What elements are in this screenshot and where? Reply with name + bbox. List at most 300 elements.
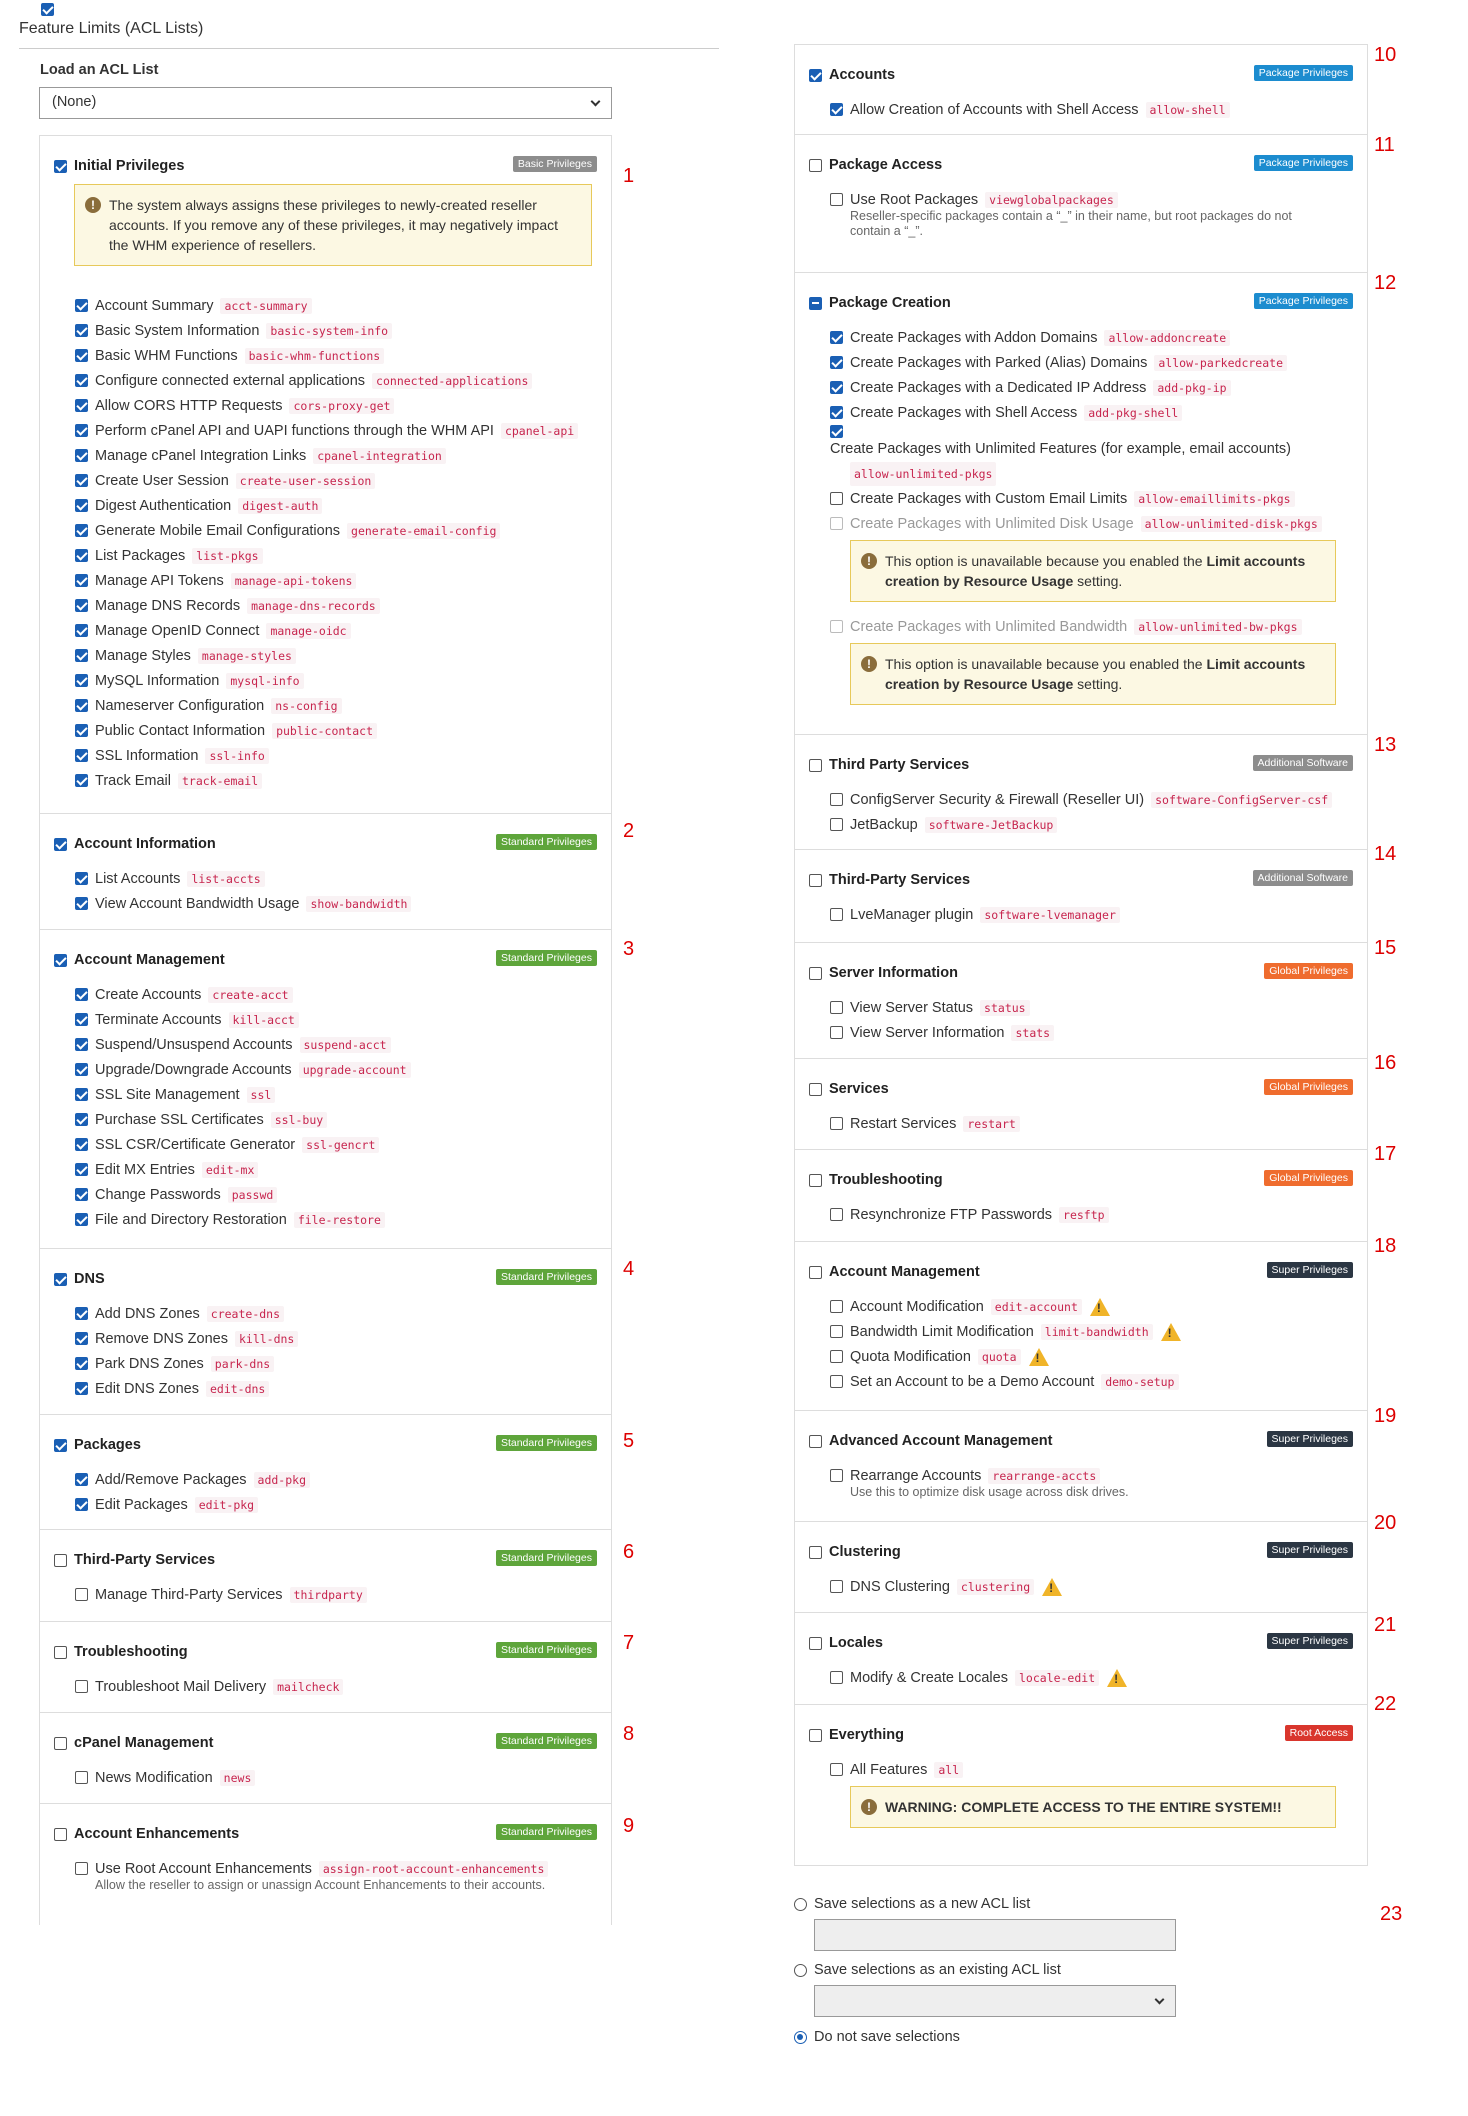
privilege-code: cors-proxy-get	[289, 398, 394, 414]
privilege-checkbox[interactable]	[75, 524, 88, 537]
section-title: Advanced Account Management	[829, 1433, 1053, 1449]
privilege-item-suspend-acct[interactable]	[75, 1032, 601, 1057]
privilege-section-account-management	[795, 1242, 1367, 1411]
section-header[interactable]	[809, 1172, 943, 1188]
privilege-list	[75, 1856, 601, 1893]
load-acl-label: Load an ACL List	[40, 62, 159, 78]
section-checkbox[interactable]	[809, 1729, 822, 1742]
privilege-item-kill-acct[interactable]	[75, 1007, 601, 1032]
privilege-code: restart	[963, 1116, 1019, 1132]
privilege-checkbox[interactable]	[830, 1117, 843, 1130]
privilege-checkbox[interactable]	[75, 399, 88, 412]
new-acl-name-input[interactable]	[814, 1919, 1176, 1951]
privilege-code: limit-bandwidth	[1041, 1324, 1153, 1340]
privilege-label: Create User Session	[95, 472, 229, 489]
privilege-checkbox[interactable]	[830, 1001, 843, 1014]
privilege-checkbox[interactable]	[75, 324, 88, 337]
privilege-checkbox[interactable]	[830, 425, 843, 438]
callout-number: 23	[1380, 1903, 1403, 1925]
privilege-item-cpanel-api[interactable]	[75, 418, 601, 443]
callout-number: 11	[1374, 134, 1395, 156]
privilege-item-passwd[interactable]	[75, 1182, 601, 1207]
section-header[interactable]	[54, 836, 216, 852]
privilege-item-list-pkgs[interactable]	[75, 543, 601, 568]
privilege-checkbox[interactable]	[75, 1588, 88, 1601]
privilege-item-edit-account[interactable]	[830, 1294, 1357, 1319]
privilege-checkbox[interactable]	[830, 1350, 843, 1363]
privilege-checkbox[interactable]	[830, 1208, 843, 1221]
unavailable-warning	[850, 643, 1336, 705]
section-header[interactable]	[54, 158, 184, 174]
privilege-item-limit-bandwidth[interactable]	[830, 1319, 1357, 1344]
section-title: Services	[829, 1081, 889, 1097]
privilege-code: acct-summary	[220, 298, 311, 314]
privilege-code: add-pkg-ip	[1153, 380, 1230, 396]
privilege-checkbox[interactable]	[830, 381, 843, 394]
privilege-checkbox[interactable]	[830, 1325, 843, 1338]
privilege-checkbox[interactable]	[830, 1026, 843, 1039]
privilege-checkbox[interactable]	[75, 599, 88, 612]
privilege-label: Create Packages with Unlimited Features (for example, email accounts)	[830, 441, 1291, 457]
section-header[interactable]	[809, 157, 942, 173]
privilege-checkbox[interactable]	[830, 793, 843, 806]
privilege-item-edit-pkg[interactable]	[75, 1492, 601, 1517]
privilege-label: SSL Site Management	[95, 1086, 240, 1103]
privilege-item-connected-applications[interactable]	[75, 368, 601, 393]
privilege-item-create-user-session[interactable]	[75, 468, 601, 493]
privilege-level-badge: Basic Privileges	[513, 156, 597, 172]
privilege-checkbox[interactable]	[75, 897, 88, 910]
privilege-item-allow-addoncreate[interactable]	[830, 325, 1357, 350]
load-acl-select[interactable]	[39, 87, 612, 119]
save-new-option[interactable]	[794, 1896, 1030, 1912]
privilege-item-public-contact[interactable]	[75, 718, 601, 743]
privilege-label: Account Modification	[850, 1298, 984, 1315]
root-access-warning	[850, 1786, 1336, 1828]
privilege-checkbox[interactable]	[75, 299, 88, 312]
privilege-checkbox[interactable]	[75, 624, 88, 637]
privilege-label: Public Contact Information	[95, 722, 266, 739]
privilege-label: Edit Packages	[95, 1496, 188, 1513]
privilege-label: Allow Creation of Accounts with Shell Access	[850, 101, 1139, 118]
privilege-label: Park DNS Zones	[95, 1355, 204, 1372]
privilege-label: SSL Information	[95, 747, 199, 764]
privilege-item-add-pkg[interactable]	[75, 1467, 601, 1492]
privilege-label: Account Summary	[95, 297, 214, 314]
privilege-code: create-user-session	[236, 473, 376, 489]
privilege-label: Remove DNS Zones	[95, 1330, 228, 1347]
section-title: Clustering	[829, 1544, 901, 1560]
privilege-item-ssl[interactable]	[75, 1082, 601, 1107]
privilege-item-software-configserver-csf[interactable]	[830, 787, 1357, 812]
section-checkbox[interactable]	[809, 297, 822, 310]
privilege-list	[830, 97, 1357, 122]
privilege-item-park-dns[interactable]	[75, 1351, 601, 1376]
privilege-checkbox[interactable]	[830, 103, 843, 116]
section-header[interactable]	[809, 295, 951, 311]
section-title: Server Information	[829, 965, 958, 981]
privilege-checkbox[interactable]	[75, 574, 88, 587]
privilege-checkbox[interactable]	[75, 349, 88, 362]
privilege-checkbox[interactable]	[75, 1138, 88, 1151]
privilege-item-stats[interactable]	[830, 1020, 1357, 1045]
privilege-level-badge: Standard Privileges	[496, 834, 597, 850]
privilege-item-edit-dns[interactable]	[75, 1376, 601, 1401]
save-new-radio[interactable]	[794, 1898, 807, 1911]
privilege-level-badge: Standard Privileges	[496, 1642, 597, 1658]
privilege-checkbox[interactable]	[830, 193, 843, 206]
save-existing-radio[interactable]	[794, 1964, 807, 1977]
section-header[interactable]	[809, 1635, 883, 1651]
callout-number: 20	[1374, 1512, 1397, 1534]
save-existing-option[interactable]	[794, 1962, 1061, 1978]
privilege-section-account-management	[40, 930, 611, 1249]
privilege-checkbox[interactable]	[830, 1300, 843, 1313]
privilege-level-badge: Super Privileges	[1267, 1431, 1353, 1447]
callout-number: 4	[623, 1258, 635, 1280]
section-header[interactable]	[54, 1271, 105, 1287]
privilege-checkbox[interactable]	[830, 818, 843, 831]
privilege-code: rearrange-accts	[988, 1468, 1100, 1484]
privilege-label: Digest Authentication	[95, 497, 232, 514]
privilege-item-allow-emaillimits-pkgs[interactable]	[830, 486, 1357, 511]
privilege-checkbox[interactable]	[75, 1680, 88, 1693]
privilege-item-show-bandwidth[interactable]	[75, 891, 601, 916]
privilege-section-troubleshooting	[795, 1150, 1367, 1242]
privilege-code: upgrade-account	[299, 1062, 411, 1078]
privilege-item-manage-styles[interactable]	[75, 643, 601, 668]
privilege-section-third-party-services	[795, 735, 1367, 850]
section-checkbox[interactable]	[809, 159, 822, 172]
section-checkbox[interactable]	[54, 1439, 67, 1452]
privilege-checkbox[interactable]	[75, 549, 88, 562]
feature-limits-checkbox[interactable]	[41, 3, 54, 16]
privilege-item-all[interactable]	[830, 1757, 1357, 1782]
section-checkbox[interactable]	[54, 954, 67, 967]
section-checkbox[interactable]	[809, 1174, 822, 1187]
privilege-item-mysql-info[interactable]	[75, 668, 601, 693]
privilege-code: locale-edit	[1015, 1670, 1099, 1686]
privilege-section-cpanel-management	[40, 1713, 611, 1804]
privilege-item-software-jetbackup[interactable]	[830, 812, 1357, 837]
privilege-item-allow-unlimited-pkgs[interactable]	[830, 425, 1310, 486]
section-checkbox[interactable]	[809, 874, 822, 887]
privilege-checkbox[interactable]	[75, 1163, 88, 1176]
privilege-item-status[interactable]	[830, 995, 1357, 1020]
privilege-label: Quota Modification	[850, 1348, 971, 1365]
section-checkbox[interactable]	[809, 1083, 822, 1096]
privilege-code: allow-unlimited-pkgs	[850, 462, 996, 486]
privilege-checkbox[interactable]	[75, 872, 88, 885]
section-checkbox[interactable]	[809, 69, 822, 82]
privilege-item-ssl-gencrt[interactable]	[75, 1132, 601, 1157]
section-header[interactable]	[54, 1826, 239, 1842]
privilege-label: Manage cPanel Integration Links	[95, 447, 307, 464]
privilege-level-badge: Global Privileges	[1264, 963, 1353, 979]
privilege-checkbox[interactable]	[75, 1498, 88, 1511]
callout-number: 2	[623, 820, 635, 842]
save-none-radio[interactable]	[794, 2031, 807, 2044]
section-header[interactable]	[54, 1437, 141, 1453]
privilege-checkbox[interactable]	[75, 1307, 88, 1320]
section-header[interactable]	[809, 1264, 980, 1280]
section-checkbox[interactable]	[54, 1646, 67, 1659]
callout-number: 12	[1374, 272, 1397, 294]
privilege-checkbox[interactable]	[830, 1469, 843, 1482]
privilege-checkbox[interactable]	[75, 1188, 88, 1201]
privilege-item-cpanel-integration[interactable]	[75, 443, 601, 468]
privilege-item-mailcheck[interactable]	[75, 1674, 601, 1699]
callout-number: 19	[1374, 1405, 1397, 1427]
title-divider	[19, 48, 719, 49]
privilege-item-clustering[interactable]	[830, 1574, 1357, 1599]
privilege-list	[75, 866, 601, 916]
privilege-item-acct-summary[interactable]	[75, 293, 601, 318]
section-checkbox[interactable]	[809, 759, 822, 772]
privilege-checkbox[interactable]	[75, 749, 88, 762]
privilege-checkbox[interactable]	[75, 1213, 88, 1226]
privilege-section-server-information	[795, 943, 1367, 1059]
privilege-label: Create Packages with a Dedicated IP Address	[850, 379, 1147, 396]
privilege-code: add-pkg-shell	[1084, 405, 1182, 421]
privilege-label: List Accounts	[95, 870, 181, 887]
privilege-section-account-enhancements	[40, 1804, 611, 1926]
privilege-item-locale-edit[interactable]	[830, 1665, 1357, 1690]
privilege-label: Use Root Packages	[850, 191, 979, 208]
privilege-checkbox[interactable]	[75, 374, 88, 387]
privilege-item-basic-whm-functions[interactable]	[75, 343, 601, 368]
section-header[interactable]	[809, 757, 969, 773]
privilege-checkbox[interactable]	[830, 908, 843, 921]
privilege-code: show-bandwidth	[306, 896, 411, 912]
privilege-label: News Modification	[95, 1769, 213, 1786]
privilege-label: View Server Status	[850, 999, 974, 1016]
privilege-list	[830, 787, 1357, 837]
privilege-item-ssl-info[interactable]	[75, 743, 601, 768]
privilege-code: manage-styles	[198, 648, 296, 664]
privilege-item-ssl-buy[interactable]	[75, 1107, 601, 1132]
section-checkbox[interactable]	[809, 1435, 822, 1448]
privilege-item-edit-mx[interactable]	[75, 1157, 601, 1182]
privilege-level-badge: Super Privileges	[1267, 1542, 1353, 1558]
privilege-item-add-pkg-shell[interactable]	[830, 400, 1357, 425]
privilege-checkbox[interactable]	[75, 988, 88, 1001]
privilege-section-third-party-services	[40, 1530, 611, 1622]
privilege-code: software-ConfigServer-csf	[1151, 792, 1332, 808]
privilege-checkbox[interactable]	[75, 1088, 88, 1101]
privilege-checkbox[interactable]	[75, 424, 88, 437]
privilege-item-kill-dns[interactable]	[75, 1326, 601, 1351]
section-header[interactable]	[809, 1433, 1052, 1449]
section-title: cPanel Management	[74, 1735, 214, 1751]
section-header[interactable]	[809, 67, 895, 83]
section-header[interactable]	[809, 1081, 889, 1097]
callout-number: 14	[1374, 843, 1397, 865]
privilege-checkbox[interactable]	[830, 1580, 843, 1593]
privilege-checkbox[interactable]	[75, 649, 88, 662]
unavailable-setting: Limit accounts creation by Resource Usage	[885, 553, 1306, 589]
section-checkbox[interactable]	[809, 1266, 822, 1279]
privilege-item-manage-oidc[interactable]	[75, 618, 601, 643]
section-checkbox[interactable]	[54, 838, 67, 851]
privilege-item-manage-dns-records[interactable]	[75, 593, 601, 618]
privilege-label: DNS Clustering	[850, 1578, 950, 1595]
privilege-item-upgrade-account[interactable]	[75, 1057, 601, 1082]
privilege-checkbox[interactable]	[75, 1332, 88, 1345]
section-checkbox[interactable]	[809, 1637, 822, 1650]
privilege-item-quota[interactable]	[830, 1344, 1357, 1369]
privilege-section-locales	[795, 1613, 1367, 1705]
privilege-checkbox[interactable]	[75, 699, 88, 712]
privilege-label: Purchase SSL Certificates	[95, 1111, 264, 1128]
privilege-checkbox[interactable]	[75, 1473, 88, 1486]
privilege-code: manage-oidc	[266, 623, 350, 639]
privilege-item-allow-shell[interactable]	[830, 97, 1357, 122]
privilege-code: kill-acct	[229, 1012, 299, 1028]
privilege-label: Perform cPanel API and UAPI functions through the WHM API	[95, 422, 494, 439]
section-checkbox[interactable]	[54, 1828, 67, 1841]
privilege-label: Create Packages with Unlimited Disk Usage	[850, 515, 1134, 532]
privilege-checkbox[interactable]	[75, 1382, 88, 1395]
privilege-checkbox[interactable]	[75, 674, 88, 687]
privilege-checkbox[interactable]	[830, 331, 843, 344]
section-header[interactable]	[54, 1644, 188, 1660]
section-title: Packages	[74, 1437, 141, 1453]
privilege-code: park-dns	[211, 1356, 274, 1372]
section-header[interactable]	[54, 952, 225, 968]
privilege-label: Basic WHM Functions	[95, 347, 238, 364]
privilege-label: ConfigServer Security & Firewall (Reseller UI)	[850, 791, 1145, 808]
privilege-item-restart[interactable]	[830, 1111, 1357, 1136]
privilege-code: assign-root-account-enhancements	[319, 1861, 549, 1877]
privilege-label: Troubleshoot Mail Delivery	[95, 1678, 267, 1695]
privilege-item-allow-unlimited-bw-pkgs[interactable]	[830, 614, 1357, 639]
section-title: Account Management	[74, 952, 225, 968]
privilege-code: allow-shell	[1146, 102, 1230, 118]
privilege-item-file-restore[interactable]	[75, 1207, 601, 1232]
privilege-label: File and Directory Restoration	[95, 1211, 287, 1228]
privilege-checkbox[interactable]	[830, 406, 843, 419]
privilege-label: Terminate Accounts	[95, 1011, 222, 1028]
privilege-item-create-dns[interactable]	[75, 1301, 601, 1326]
privilege-checkbox[interactable]	[75, 1063, 88, 1076]
privilege-label: Manage DNS Records	[95, 597, 241, 614]
privilege-code: allow-addoncreate	[1104, 330, 1230, 346]
privilege-code: file-restore	[294, 1212, 385, 1228]
privilege-code: track-email	[178, 773, 262, 789]
privilege-list	[830, 1294, 1357, 1394]
existing-acl-select[interactable]	[814, 1985, 1176, 2017]
privilege-list	[830, 1574, 1357, 1599]
privilege-checkbox[interactable]	[830, 1375, 843, 1388]
privilege-list	[75, 1467, 601, 1517]
privilege-checkbox[interactable]	[75, 474, 88, 487]
privilege-checkbox[interactable]	[830, 1671, 843, 1684]
section-title: Third-Party Services	[74, 1552, 216, 1568]
privilege-item-basic-system-info[interactable]	[75, 318, 601, 343]
privilege-item-generate-email-config[interactable]	[75, 518, 601, 543]
chevron-down-icon	[591, 97, 601, 107]
privilege-checkbox[interactable]	[75, 1357, 88, 1370]
section-checkbox[interactable]	[809, 1546, 822, 1559]
privilege-list	[75, 1301, 601, 1401]
privilege-item-thirdparty[interactable]	[75, 1582, 601, 1607]
privilege-item-allow-parkedcreate[interactable]	[830, 350, 1357, 375]
privilege-list	[830, 902, 1357, 927]
privilege-checkbox[interactable]	[75, 1862, 88, 1875]
callout-number: 21	[1374, 1614, 1397, 1636]
section-header[interactable]	[809, 872, 970, 888]
privilege-item-create-acct[interactable]	[75, 982, 601, 1007]
privilege-checkbox[interactable]	[75, 724, 88, 737]
privilege-item-track-email[interactable]	[75, 768, 601, 793]
section-header[interactable]	[54, 1552, 215, 1568]
privilege-item-manage-api-tokens[interactable]	[75, 568, 601, 593]
privilege-list	[830, 995, 1357, 1045]
privilege-code: status	[980, 1000, 1030, 1016]
privilege-item-cors-proxy-get[interactable]	[75, 393, 601, 418]
privilege-checkbox[interactable]	[830, 356, 843, 369]
privilege-section-troubleshooting	[40, 1622, 611, 1713]
privilege-level-badge: Standard Privileges	[496, 1435, 597, 1451]
privilege-checkbox[interactable]	[75, 1038, 88, 1051]
privilege-label: LveManager plugin	[850, 906, 974, 923]
privilege-item-resftp[interactable]	[830, 1202, 1357, 1227]
section-checkbox[interactable]	[809, 967, 822, 980]
section-checkbox[interactable]	[54, 160, 67, 173]
privilege-note: Reseller-specific packages contain a “_” in their name, but root packages do not contain a “_”.	[850, 209, 1292, 238]
privilege-checkbox[interactable]	[830, 492, 843, 505]
privilege-checkbox[interactable]	[75, 499, 88, 512]
section-checkbox[interactable]	[54, 1273, 67, 1286]
section-header[interactable]	[809, 1544, 901, 1560]
section-title: Third-Party Services	[829, 872, 971, 888]
unavailable-text: This option is unavailable because you enabled the	[885, 553, 1207, 569]
save-none-option[interactable]	[794, 2029, 960, 2045]
privilege-code: public-contact	[272, 723, 377, 739]
privilege-item-news[interactable]	[75, 1765, 601, 1790]
privilege-item-ns-config[interactable]	[75, 693, 601, 718]
section-header[interactable]	[809, 965, 958, 981]
privilege-item-list-accts[interactable]	[75, 866, 601, 891]
privilege-item-demo-setup[interactable]	[830, 1369, 1357, 1394]
privilege-item-allow-unlimited-disk-pkgs[interactable]	[830, 511, 1357, 536]
privilege-item-add-pkg-ip[interactable]	[830, 375, 1357, 400]
privilege-checkbox[interactable]	[75, 774, 88, 787]
privilege-label: Resynchronize FTP Passwords	[850, 1206, 1053, 1223]
section-checkbox[interactable]	[54, 1737, 67, 1750]
section-header[interactable]	[809, 1727, 904, 1743]
privilege-list	[75, 1765, 601, 1790]
privilege-checkbox	[830, 620, 843, 633]
privilege-checkbox[interactable]	[830, 1763, 843, 1776]
privilege-checkbox[interactable]	[75, 1013, 88, 1026]
section-checkbox[interactable]	[54, 1554, 67, 1567]
section-header[interactable]	[54, 1735, 213, 1751]
privilege-item-digest-auth[interactable]	[75, 493, 601, 518]
privilege-checkbox[interactable]	[75, 1113, 88, 1126]
section-title: Troubleshooting	[74, 1644, 188, 1660]
privilege-checkbox[interactable]	[75, 1771, 88, 1784]
privilege-code: allow-parkedcreate	[1154, 355, 1287, 371]
privilege-level-badge: Package Privileges	[1254, 65, 1353, 81]
privilege-checkbox[interactable]	[75, 449, 88, 462]
warning-circle-icon: !	[85, 197, 101, 213]
privilege-label: Basic System Information	[95, 322, 260, 339]
callout-number: 3	[623, 938, 635, 960]
privilege-level-badge: Standard Privileges	[496, 1269, 597, 1285]
privilege-item-software-lvemanager[interactable]	[830, 902, 1357, 927]
